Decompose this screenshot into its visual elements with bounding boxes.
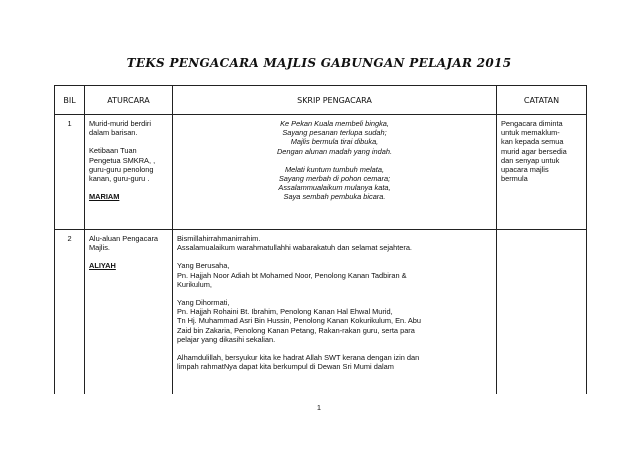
- pantun-line: Sayang merbah di pohon cemara;: [278, 174, 391, 184]
- pantun-line: Majlis bermula tirai dibuka,: [290, 137, 379, 147]
- aturcara-cell: [85, 230, 173, 395]
- catatan-line: kan kepada semua: [501, 137, 564, 147]
- skrip-line: Pn. Hajjah Rohaini Bt. Ibrahim, Penolong Kanan Hal Ehwal Murid,: [177, 307, 393, 317]
- page-number: 1: [316, 403, 322, 412]
- programme-table: [54, 85, 587, 394]
- catatan-line: Pengacara diminta: [501, 119, 563, 128]
- skrip-line: limpah rahmatNya dapat kita berkumpul di Dewan Sri Mumi dalam: [177, 362, 394, 372]
- pantun-line: Ke Pekan Kuala membeli bingka,: [280, 119, 389, 128]
- skrip-line: Alhamdulillah, bersyukur kita ke hadrat Allah SWT kerana dengan izin dan: [177, 353, 420, 363]
- aturcara-cell: [85, 115, 173, 230]
- spacer: [89, 183, 169, 192]
- table-header-row: [55, 86, 587, 115]
- header-aturcara: ATURCARA: [85, 86, 173, 115]
- table-row: [55, 115, 587, 230]
- pantun-line: Dengan alunan madah yang indah.: [276, 146, 393, 156]
- aturcara-line: Murid-murid berdiri: [89, 119, 152, 128]
- spacer: [89, 252, 169, 261]
- pantun-line: Saya sembah pembuka bicara.: [283, 192, 386, 202]
- catatan-cell: [497, 115, 587, 230]
- pengacara-name: ALIYAH: [89, 261, 116, 271]
- aturcara-line: kanan, guru-guru .: [89, 174, 150, 184]
- aturcara-line: Ketibaan Tuan: [89, 146, 137, 156]
- skrip-line: Yang Dihormati,: [177, 298, 230, 308]
- aturcara-line: Majlis.: [89, 243, 110, 253]
- header-catatan: CATATAN: [497, 86, 587, 115]
- skrip-line-blank: [177, 344, 493, 353]
- skrip-line-blank: [177, 252, 493, 261]
- aturcara-line: Pengetua SMKRA, ,: [89, 155, 156, 165]
- catatan-line: dan senyap untuk: [501, 155, 560, 165]
- skrip-cell: [173, 115, 497, 230]
- aturcara-line: dalam barisan.: [89, 128, 138, 138]
- pantun-line-blank: [176, 156, 493, 165]
- catatan-line: bermula: [501, 174, 528, 184]
- skrip-line: Zaid bin Zakaria, Penolong Kanan Petang, Rakan-rakan guru, serta para: [177, 325, 415, 335]
- row-number: 2: [55, 230, 85, 395]
- table-row: [55, 230, 587, 395]
- skrip-line: Kurikulum,: [177, 279, 212, 289]
- aturcara-line-blank: [89, 137, 169, 146]
- aturcara-line: guru-guru penolong: [89, 164, 154, 174]
- skrip-line: Yang Berusaha,: [177, 261, 230, 271]
- skrip-line: Pn. Hajjah Noor Adiah bt Mohamed Noor, Penolong Kanan Tadbiran &: [177, 270, 407, 280]
- document-title: TEKS PENGACARA MAJLIS GABUNGAN PELAJAR 2015: [126, 56, 512, 70]
- pantun-line: Sayang pesanan terlupa sudah;: [282, 128, 387, 138]
- pantun-line: Assalammualaikum mulanya kata,: [278, 183, 391, 193]
- skrip-line: Tn Hj. Muhammad Asri Bin Hussin, Penolong Kanan Kokurikulum, En. Abu: [177, 316, 422, 326]
- aturcara-line: Alu-aluan Pengacara: [89, 234, 159, 243]
- skrip-line: Bismillahirrahmanirrahim.: [177, 234, 261, 243]
- skrip-cell: [173, 230, 497, 395]
- skrip-line-blank: [177, 289, 493, 298]
- header-skrip: SKRIP PENGACARA: [173, 86, 497, 115]
- pantun-line: Melati kuntum tumbuh melata,: [285, 164, 384, 174]
- pengacara-name: MARIAM: [89, 192, 120, 202]
- header-bil: BIL: [55, 86, 85, 115]
- row-number: 1: [55, 115, 85, 230]
- skrip-line: Assalamualaikum warahmatullahhi wabarakatuh dan selamat sejahtera.: [177, 243, 412, 253]
- catatan-cell: [497, 230, 587, 395]
- catatan-line: upacara majlis: [501, 165, 549, 175]
- skrip-line: pelajar yang dikasihi sekalian.: [177, 334, 276, 344]
- catatan-line: untuk memaklum-: [501, 128, 560, 138]
- catatan-line: murid agar bersedia: [501, 146, 567, 156]
